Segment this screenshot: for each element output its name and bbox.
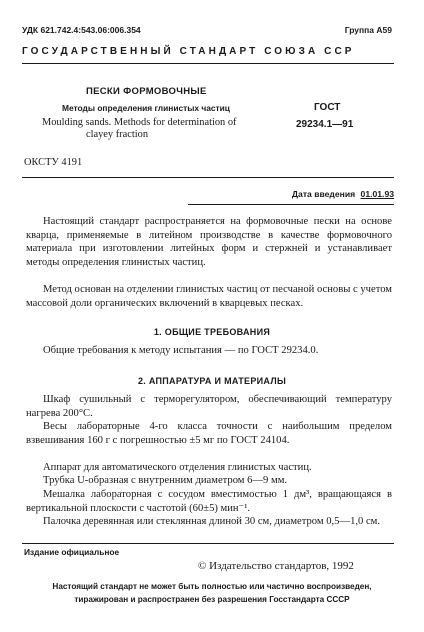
apparatus-item-4: [26, 474, 392, 488]
group-code: Группа А59: [344, 25, 392, 35]
official-edition: Издание официальное: [24, 547, 120, 557]
state-standard-banner: ГОСУДАРСТВЕННЫЙ СТАНДАРТ СОЮЗА ССР: [22, 46, 355, 57]
apparatus-item-1-text: Шкаф сушильный с терморегулятором, обеспечивающий температуру нагрева 200°С.: [26, 394, 392, 419]
apparatus-item-3: [26, 461, 392, 475]
reproduction-notice: [0, 580, 424, 606]
intro-paragraph-2-text: Метод основан на отделении глинистых частиц от песчаной основы с учетом массовой доли органических включений в кварцевых песках.: [26, 284, 392, 309]
gost-number: 29234.1—91: [296, 119, 354, 130]
okstu-rule: [22, 177, 394, 178]
reproduction-notice-line2: тиражирован и распространен без разрешения Госстандарта СССР: [74, 595, 350, 604]
subtitle-ru: Методы определения глинистых частиц: [62, 103, 230, 113]
title-ru: ПЕСКИ ФОРМОВОЧНЫЕ: [86, 86, 207, 97]
header-rule: [22, 63, 394, 64]
section-2-heading: 2. АППАРАТУРА И МАТЕРИАЛЫ: [137, 376, 287, 386]
section-1-text-content: Общие требования к методу испытания — по ГОСТ 29234.0.: [43, 345, 319, 356]
effective-date: [292, 189, 394, 199]
apparatus-item-5: [26, 488, 392, 515]
section-1-heading: 1. ОБЩИЕ ТРЕБОВАНИЯ: [153, 327, 271, 337]
apparatus-item-2: [26, 420, 392, 447]
intro-paragraph-1: [26, 215, 392, 269]
footer-rule: [22, 543, 394, 544]
apparatus-item-6-text: Палочка деревянная или стеклянная длиной 30 см, диаметром 0,5—1,0 см.: [43, 516, 381, 527]
apparatus-item-5-text: Мешалка лабораторная с сосудом вместимостью 1 дм³, вращающаяся в вертикальной плоскости с частотой (60±5) мин⁻¹.: [26, 489, 392, 514]
apparatus-item-4-text: Трубка U-образная с внутренним диаметром 6—9 мм.: [43, 475, 288, 486]
date-rule: [188, 204, 394, 205]
effective-date-label: Дата введения: [291, 189, 356, 199]
okstu-code: ОКСТУ 4191: [24, 157, 83, 168]
intro-paragraph-2: [26, 283, 392, 310]
apparatus-item-3-text: Аппарат для автоматического отделения глинистых частиц.: [43, 462, 312, 473]
title-en-line2: clayey fraction: [86, 129, 149, 140]
gost-label: ГОСТ: [314, 102, 341, 113]
effective-date-value: 01.01.93: [360, 189, 394, 199]
reproduction-notice-line1: Настоящий стандарт не может быть полностью или частично воспроизведен,: [52, 582, 372, 591]
intro-paragraph-1-text: Настоящий стандарт распространяется на формовочные пески на основе кварца, применяемые в литейном производстве в качестве формовочного материала при изготовлении литейных форм и стержней и устанавливает методы определения глинистых частиц.: [26, 216, 392, 268]
apparatus-item-1: [26, 393, 392, 420]
copyright: © Издательство стандартов, 1992: [198, 560, 354, 572]
apparatus-item-2-text: Весы лабораторные 4-го класса точности с наибольшим пределом взвешивания 160 г с погрешностью ±5 мг по ГОСТ 24104.: [26, 421, 392, 446]
title-en: [42, 117, 237, 141]
udk-code: УДК 621.742.4:543.06:006.354: [22, 25, 141, 35]
section-1-text: [26, 344, 392, 358]
title-en-line1: Moulding sands. Methods for determination of: [42, 117, 237, 128]
apparatus-item-6: [26, 515, 392, 529]
